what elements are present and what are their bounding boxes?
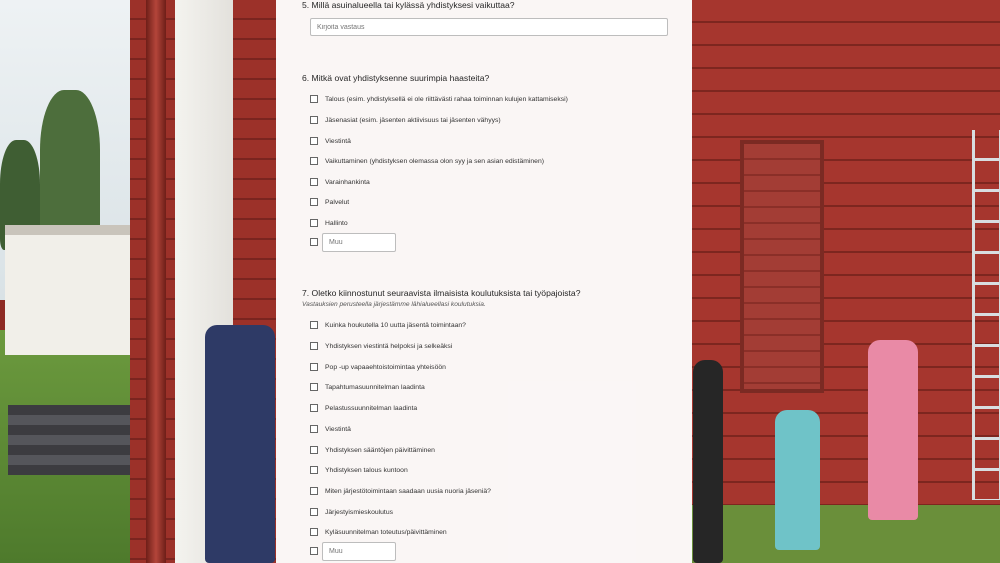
question-7-title: 7. Oletko kiinnostunut seuraavista ilmaisista koulutuksista tai työpajoista?	[302, 288, 581, 298]
q6-checkbox-other[interactable]	[310, 238, 318, 246]
q6-option-label: Hallinto	[325, 219, 348, 227]
q7-option-label: Järjestyismieskoulutus	[325, 508, 393, 516]
question-7-subtitle: Vastauksien perusteella järjestämme lähialueellasi koulutuksia.	[302, 301, 486, 308]
question-6	[302, 73, 672, 83]
q6-checkbox-3[interactable]	[310, 137, 318, 145]
q6-option-other[interactable]	[310, 236, 318, 248]
q6-option-4[interactable]	[310, 155, 544, 167]
porch	[5, 225, 130, 355]
q7-checkbox-10[interactable]	[310, 508, 318, 516]
q6-checkbox-6[interactable]	[310, 198, 318, 206]
child-painting	[775, 410, 820, 550]
q6-checkbox-1[interactable]	[310, 95, 318, 103]
question-6-title: 6. Mitkä ovat yhdistyksenne suurimpia haasteita?	[302, 73, 490, 83]
q7-option-9[interactable]	[310, 485, 491, 497]
q6-option-label: Viestintä	[325, 137, 351, 145]
q6-option-2[interactable]	[310, 114, 501, 126]
q7-checkbox-8[interactable]	[310, 466, 318, 474]
person-pink-jacket	[868, 340, 918, 520]
q6-option-label: Palvelut	[325, 198, 350, 206]
q7-option-6[interactable]	[310, 423, 351, 435]
q7-option-label: Yhdistyksen viestintä helpoksi ja selkeäksi	[325, 342, 453, 350]
person-standing	[693, 360, 723, 563]
q7-option-label: Yhdistyksen talous kuntoon	[325, 466, 408, 474]
q6-option-label: Jäsenasiat (esim. jäsenten aktiivisuus tai jäsenten vähyys)	[325, 116, 501, 124]
q7-checkbox-2[interactable]	[310, 342, 318, 350]
q6-checkbox-2[interactable]	[310, 116, 318, 124]
q7-checkbox-6[interactable]	[310, 425, 318, 433]
q6-option-1[interactable]	[310, 93, 568, 105]
q6-checkbox-4[interactable]	[310, 157, 318, 165]
q7-checkbox-5[interactable]	[310, 404, 318, 412]
red-wall-right	[690, 0, 1000, 563]
question-7	[302, 288, 672, 308]
q6-option-7[interactable]	[310, 217, 348, 229]
q7-option-10[interactable]	[310, 506, 393, 518]
q6-option-label: Varainhankinta	[325, 178, 370, 186]
q6-option-6[interactable]	[310, 196, 349, 208]
q6-checkbox-7[interactable]	[310, 219, 318, 227]
q7-option-label: Yhdistyksen sääntöjen päivittäminen	[325, 446, 435, 454]
survey-form	[276, 0, 692, 563]
q7-option-other[interactable]	[310, 545, 318, 557]
tree	[40, 90, 100, 240]
q7-checkbox-11[interactable]	[310, 528, 318, 536]
q7-checkbox-9[interactable]	[310, 487, 318, 495]
q7-checkbox-4[interactable]	[310, 383, 318, 391]
barn-door	[740, 140, 824, 393]
q7-option-label: Kuinka houkutella 10 uutta jäsentä toimintaan?	[325, 321, 466, 329]
q7-option-7[interactable]	[310, 444, 435, 456]
q7-option-11[interactable]	[310, 526, 447, 538]
q6-option-label: Talous (esim. yhdistyksellä ei ole riittävästi rahaa toiminnan kulujen kattamiseksi)	[325, 95, 568, 103]
q7-option-5[interactable]	[310, 402, 417, 414]
q6-option-5[interactable]	[310, 176, 370, 188]
q7-checkbox-other[interactable]	[310, 547, 318, 555]
q6-other-input[interactable]	[322, 233, 396, 252]
drain-pipe	[146, 0, 166, 563]
q7-other-input[interactable]	[322, 542, 396, 561]
question-5	[302, 0, 672, 10]
q6-checkbox-5[interactable]	[310, 178, 318, 186]
q7-option-label: Pelastussuunnitelman laadinta	[325, 404, 418, 412]
q7-option-label: Kyläsuunnitelman toteutus/päivittäminen	[325, 528, 447, 536]
q7-checkbox-7[interactable]	[310, 446, 318, 454]
q7-option-1[interactable]	[310, 319, 466, 331]
lawn-right	[690, 505, 1000, 563]
q7-option-8[interactable]	[310, 464, 408, 476]
q6-option-label: Vaikuttaminen (yhdistyksen olemassa olon syy ja sen asian edistäminen)	[325, 157, 544, 165]
q7-option-3[interactable]	[310, 361, 446, 373]
q7-option-label: Tapahtumasuunnitelman laadinta	[325, 383, 425, 391]
question-5-title: 5. Millä asuinalueella tai kylässä yhdistyksesi vaikuttaa?	[302, 0, 515, 10]
q7-option-label: Miten järjestötoimintaan saadaan uusia nuoria jäseniä?	[325, 487, 491, 495]
q7-option-2[interactable]	[310, 340, 452, 352]
ladder	[972, 130, 1000, 500]
q7-option-label: Viestintä	[325, 425, 351, 433]
q6-option-3[interactable]	[310, 135, 351, 147]
q7-option-label: Pop -up vapaaehtoistoimintaa yhteisöön	[325, 363, 446, 371]
wooden-steps	[8, 405, 143, 475]
q7-checkbox-3[interactable]	[310, 363, 318, 371]
q7-checkbox-1[interactable]	[310, 321, 318, 329]
q7-option-4[interactable]	[310, 381, 425, 393]
question-5-answer-input[interactable]	[310, 18, 668, 36]
person-painting	[205, 325, 275, 563]
